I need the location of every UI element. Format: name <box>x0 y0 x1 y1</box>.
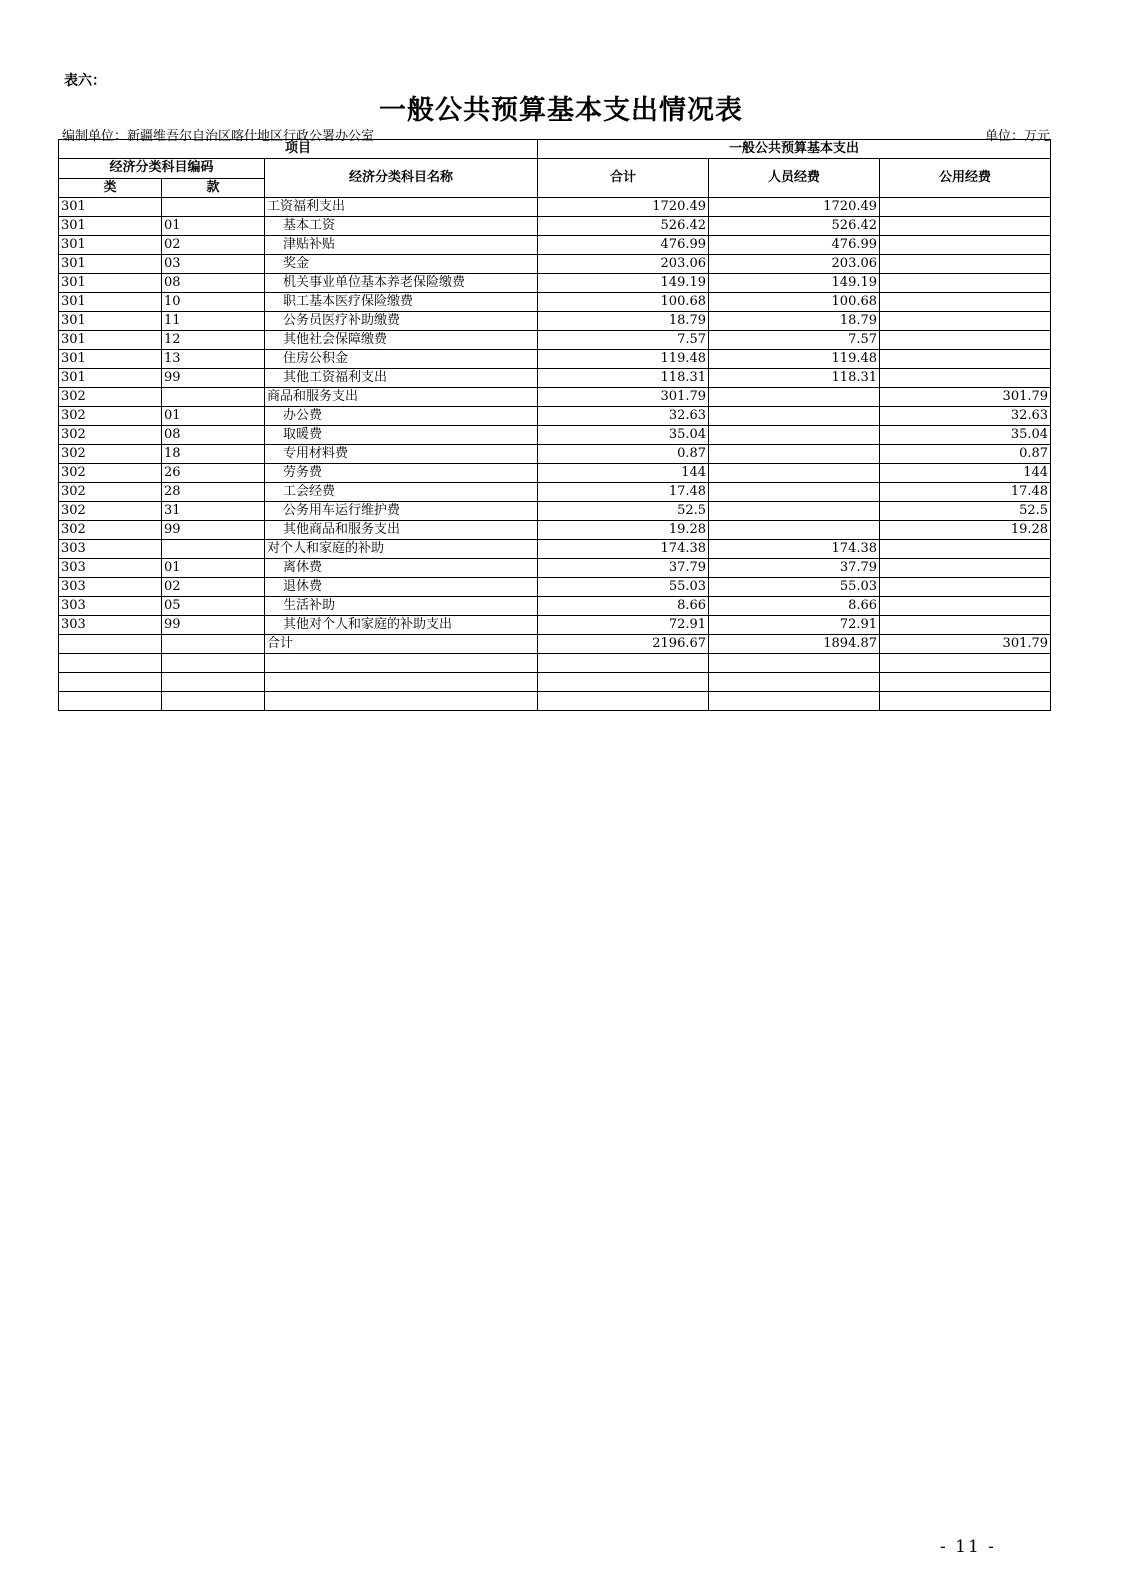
cell-total: 2196.67 <box>538 635 709 654</box>
compiling-unit: 编制单位：新疆维吾尔自治区喀什地区行政公署办公室 <box>62 129 375 144</box>
cell-kuan: 99 <box>162 616 265 635</box>
cell-total: 203.06 <box>538 255 709 274</box>
cell-total: 32.63 <box>538 407 709 426</box>
cell-item-name: 职工基本医疗保险缴费 <box>265 293 538 312</box>
cell-kuan: 31 <box>162 502 265 521</box>
table-row <box>59 388 1051 407</box>
cell-personnel: 174.38 <box>709 540 880 559</box>
cell-personnel <box>709 407 880 426</box>
cell-public <box>880 540 1051 559</box>
cell-public <box>880 198 1051 217</box>
cell-public <box>880 369 1051 388</box>
cell-item-name: 其他社会保障缴费 <box>265 331 538 350</box>
cell-class: 301 <box>59 236 162 255</box>
cell-kuan <box>162 198 265 217</box>
cell-item-name: 合计 <box>265 635 538 654</box>
cell-kuan <box>162 654 265 673</box>
cell-item-name <box>265 692 538 711</box>
cell-total: 174.38 <box>538 540 709 559</box>
cell-personnel: 526.42 <box>709 217 880 236</box>
cell-total <box>538 654 709 673</box>
table-row <box>59 692 1051 711</box>
cell-kuan: 02 <box>162 578 265 597</box>
cell-item-name: 工资福利支出 <box>265 198 538 217</box>
cell-kuan: 26 <box>162 464 265 483</box>
cell-personnel <box>709 426 880 445</box>
cell-class <box>59 673 162 692</box>
cell-item-name: 对个人和家庭的补助 <box>265 540 538 559</box>
cell-kuan: 03 <box>162 255 265 274</box>
table-row <box>59 616 1051 635</box>
table-number-label: 表六： <box>64 73 106 89</box>
cell-class: 302 <box>59 483 162 502</box>
cell-personnel: 118.31 <box>709 369 880 388</box>
cell-class <box>59 654 162 673</box>
cell-kuan: 99 <box>162 521 265 540</box>
cell-item-name <box>265 654 538 673</box>
cell-item-name: 其他工资福利支出 <box>265 369 538 388</box>
cell-public <box>880 559 1051 578</box>
cell-item-name: 其他商品和服务支出 <box>265 521 538 540</box>
cell-public <box>880 673 1051 692</box>
cell-class: 301 <box>59 198 162 217</box>
cell-kuan <box>162 388 265 407</box>
cell-kuan: 01 <box>162 559 265 578</box>
cell-public <box>880 274 1051 293</box>
table-row <box>59 654 1051 673</box>
cell-class: 302 <box>59 426 162 445</box>
cell-public <box>880 597 1051 616</box>
cell-personnel: 476.99 <box>709 236 880 255</box>
cell-kuan: 01 <box>162 217 265 236</box>
cell-public <box>880 312 1051 331</box>
cell-class <box>59 692 162 711</box>
cell-public: 35.04 <box>880 426 1051 445</box>
cell-personnel: 72.91 <box>709 616 880 635</box>
cell-kuan <box>162 540 265 559</box>
cell-kuan <box>162 692 265 711</box>
cell-personnel <box>709 502 880 521</box>
cell-total <box>538 673 709 692</box>
header-code-group: 经济分类科目编码 <box>59 159 265 179</box>
cell-public: 17.48 <box>880 483 1051 502</box>
header-personnel: 人员经费 <box>709 159 880 198</box>
cell-kuan <box>162 673 265 692</box>
cell-class: 302 <box>59 388 162 407</box>
cell-public <box>880 217 1051 236</box>
cell-total: 144 <box>538 464 709 483</box>
cell-item-name: 津贴补贴 <box>265 236 538 255</box>
table-row <box>59 673 1051 692</box>
cell-class: 301 <box>59 312 162 331</box>
table-row <box>59 426 1051 445</box>
table-row <box>59 578 1051 597</box>
table-row <box>59 293 1051 312</box>
table-row <box>59 350 1051 369</box>
cell-kuan: 05 <box>162 597 265 616</box>
budget-expenditure-table <box>58 139 1051 711</box>
document-title: 一般公共预算基本支出情况表 <box>379 95 743 126</box>
cell-item-name: 奖金 <box>265 255 538 274</box>
cell-personnel: 7.57 <box>709 331 880 350</box>
cell-total: 52.5 <box>538 502 709 521</box>
table-row <box>59 369 1051 388</box>
header-public: 公用经费 <box>880 159 1051 198</box>
cell-class: 303 <box>59 559 162 578</box>
cell-personnel <box>709 388 880 407</box>
cell-class: 302 <box>59 445 162 464</box>
header-item-name: 经济分类科目名称 <box>265 159 538 198</box>
cell-personnel <box>709 673 880 692</box>
cell-personnel <box>709 692 880 711</box>
cell-personnel <box>709 654 880 673</box>
cell-personnel: 203.06 <box>709 255 880 274</box>
cell-item-name: 机关事业单位基本养老保险缴费 <box>265 274 538 293</box>
cell-public <box>880 654 1051 673</box>
cell-item-name: 离休费 <box>265 559 538 578</box>
cell-item-name: 其他对个人和家庭的补助支出 <box>265 616 538 635</box>
table-row <box>59 198 1051 217</box>
cell-item-name: 办公费 <box>265 407 538 426</box>
table-row <box>59 274 1051 293</box>
cell-personnel: 149.19 <box>709 274 880 293</box>
cell-class: 303 <box>59 597 162 616</box>
cell-public <box>880 616 1051 635</box>
cell-item-name: 专用材料费 <box>265 445 538 464</box>
cell-personnel: 55.03 <box>709 578 880 597</box>
cell-personnel <box>709 445 880 464</box>
cell-total: 72.91 <box>538 616 709 635</box>
cell-class: 301 <box>59 350 162 369</box>
cell-personnel <box>709 464 880 483</box>
cell-personnel: 18.79 <box>709 312 880 331</box>
header-class: 类 <box>59 178 162 198</box>
cell-kuan: 13 <box>162 350 265 369</box>
table-row <box>59 502 1051 521</box>
cell-personnel: 37.79 <box>709 559 880 578</box>
cell-class: 303 <box>59 616 162 635</box>
cell-kuan: 11 <box>162 312 265 331</box>
cell-total: 17.48 <box>538 483 709 502</box>
cell-total: 37.79 <box>538 559 709 578</box>
cell-personnel: 119.48 <box>709 350 880 369</box>
cell-item-name: 公务用车运行维护费 <box>265 502 538 521</box>
cell-class: 301 <box>59 217 162 236</box>
cell-personnel: 1720.49 <box>709 198 880 217</box>
cell-item-name: 公务员医疗补助缴费 <box>265 312 538 331</box>
cell-public <box>880 578 1051 597</box>
cell-public: 52.5 <box>880 502 1051 521</box>
table-row <box>59 217 1051 236</box>
page-number: - 11 - <box>940 1537 996 1557</box>
table-row <box>59 521 1051 540</box>
cell-item-name: 工会经费 <box>265 483 538 502</box>
cell-item-name: 取暖费 <box>265 426 538 445</box>
cell-total: 55.03 <box>538 578 709 597</box>
cell-kuan: 08 <box>162 426 265 445</box>
table-row <box>59 445 1051 464</box>
cell-total: 100.68 <box>538 293 709 312</box>
cell-total <box>538 692 709 711</box>
cell-class: 302 <box>59 464 162 483</box>
currency-unit: 单位：万元 <box>984 129 1050 144</box>
cell-kuan: 10 <box>162 293 265 312</box>
table-row <box>59 312 1051 331</box>
cell-kuan: 02 <box>162 236 265 255</box>
table-row <box>59 559 1051 578</box>
cell-total: 7.57 <box>538 331 709 350</box>
cell-public: 301.79 <box>880 635 1051 654</box>
cell-class: 301 <box>59 293 162 312</box>
cell-class: 301 <box>59 274 162 293</box>
table-row <box>59 464 1051 483</box>
cell-kuan: 18 <box>162 445 265 464</box>
cell-class: 301 <box>59 331 162 350</box>
cell-public <box>880 692 1051 711</box>
cell-kuan: 01 <box>162 407 265 426</box>
cell-class <box>59 635 162 654</box>
cell-public: 19.28 <box>880 521 1051 540</box>
cell-class: 301 <box>59 255 162 274</box>
table-row <box>59 540 1051 559</box>
table-body <box>59 198 1051 711</box>
cell-total: 0.87 <box>538 445 709 464</box>
cell-total: 8.66 <box>538 597 709 616</box>
header-project: 项目 <box>59 140 538 159</box>
cell-class: 302 <box>59 407 162 426</box>
cell-kuan: 28 <box>162 483 265 502</box>
table-row <box>59 236 1051 255</box>
cell-public: 0.87 <box>880 445 1051 464</box>
cell-class: 302 <box>59 521 162 540</box>
header-budget-group: 一般公共预算基本支出 <box>538 140 1051 159</box>
cell-item-name: 商品和服务支出 <box>265 388 538 407</box>
cell-item-name <box>265 673 538 692</box>
cell-public <box>880 236 1051 255</box>
cell-item-name: 住房公积金 <box>265 350 538 369</box>
cell-total: 19.28 <box>538 521 709 540</box>
header-total: 合计 <box>538 159 709 198</box>
cell-item-name: 退休费 <box>265 578 538 597</box>
table-row <box>59 597 1051 616</box>
cell-total: 149.19 <box>538 274 709 293</box>
cell-class: 303 <box>59 540 162 559</box>
cell-personnel <box>709 483 880 502</box>
cell-item-name: 基本工资 <box>265 217 538 236</box>
cell-total: 35.04 <box>538 426 709 445</box>
table-row <box>59 635 1051 654</box>
cell-kuan: 08 <box>162 274 265 293</box>
cell-total: 1720.49 <box>538 198 709 217</box>
cell-public <box>880 293 1051 312</box>
cell-total: 301.79 <box>538 388 709 407</box>
cell-item-name: 劳务费 <box>265 464 538 483</box>
header-kuan: 款 <box>162 178 265 198</box>
cell-personnel: 100.68 <box>709 293 880 312</box>
table-row <box>59 483 1051 502</box>
cell-personnel <box>709 521 880 540</box>
cell-public: 144 <box>880 464 1051 483</box>
cell-personnel: 8.66 <box>709 597 880 616</box>
cell-total: 526.42 <box>538 217 709 236</box>
cell-total: 119.48 <box>538 350 709 369</box>
cell-item-name: 生活补助 <box>265 597 538 616</box>
cell-class: 301 <box>59 369 162 388</box>
cell-class: 302 <box>59 502 162 521</box>
table-row <box>59 331 1051 350</box>
cell-kuan <box>162 635 265 654</box>
cell-public <box>880 331 1051 350</box>
cell-kuan: 12 <box>162 331 265 350</box>
cell-public <box>880 255 1051 274</box>
cell-public: 301.79 <box>880 388 1051 407</box>
cell-public <box>880 350 1051 369</box>
cell-class: 303 <box>59 578 162 597</box>
cell-total: 476.99 <box>538 236 709 255</box>
cell-total: 18.79 <box>538 312 709 331</box>
cell-personnel: 1894.87 <box>709 635 880 654</box>
table-row <box>59 255 1051 274</box>
cell-public: 32.63 <box>880 407 1051 426</box>
cell-kuan: 99 <box>162 369 265 388</box>
table-row <box>59 407 1051 426</box>
cell-total: 118.31 <box>538 369 709 388</box>
